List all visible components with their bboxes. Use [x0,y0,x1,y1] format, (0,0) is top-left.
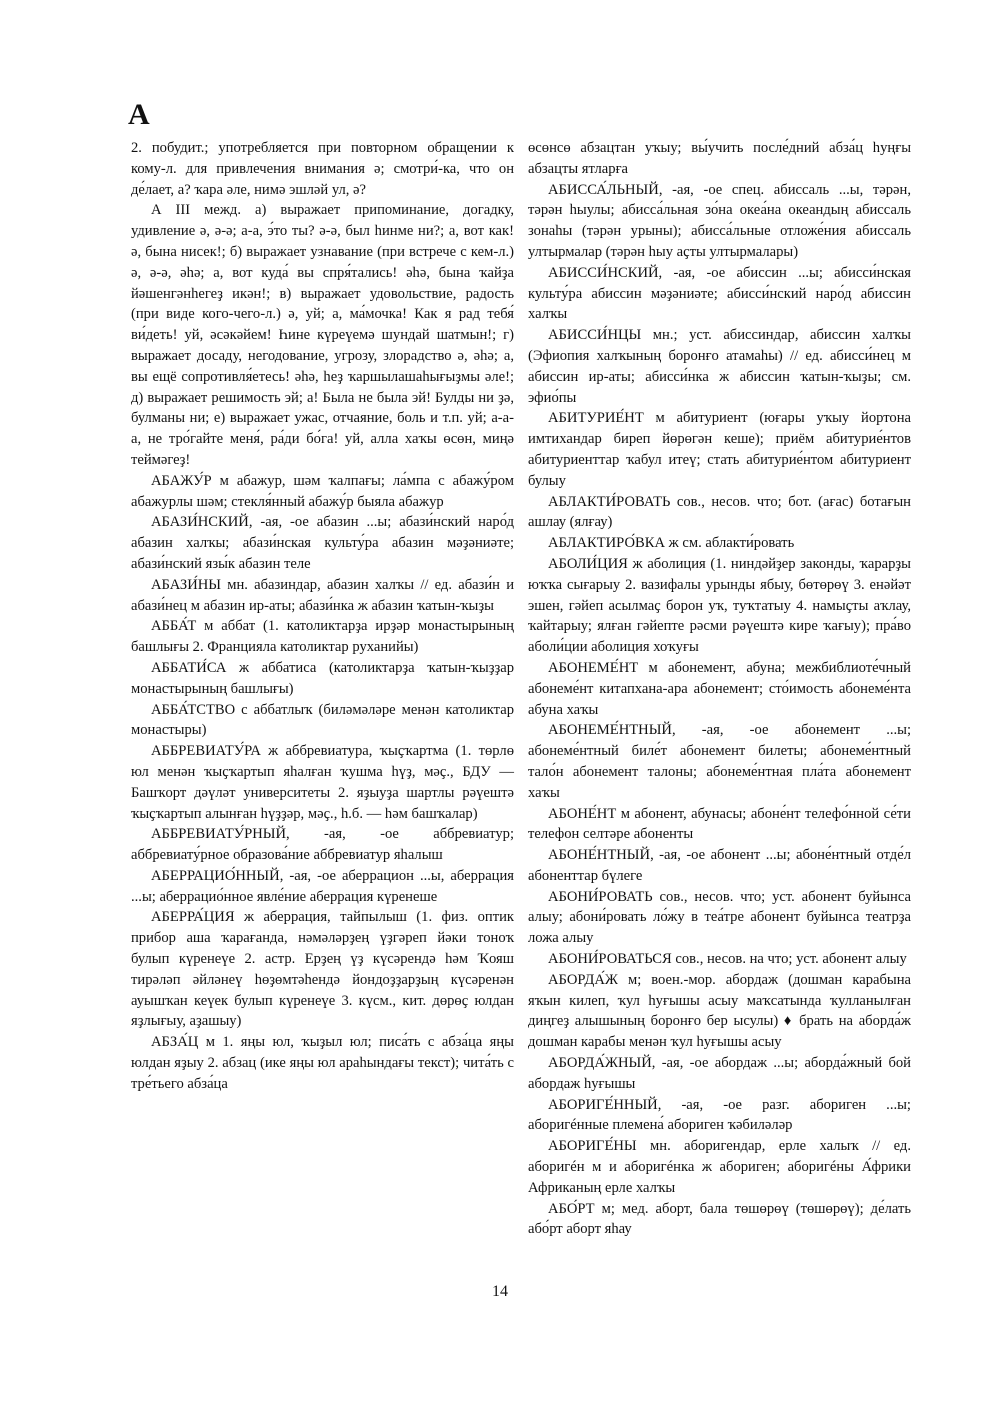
left-column [131,138,514,1095]
dictionary-entry: АБОНЕ́НТНЫЙ, -ая, -ое абонент ...ы; абоне́нтный отде́л абоненттар бүлеге [528,847,911,884]
dictionary-entry: АБО́РТ м; мед. аборт, бала төшөрөү (төшөрөү); де́лать або́рт аборт яһау [528,1200,911,1238]
dictionary-entry: АББА́ТСТВО с аббатлыҡ (биләмәләре менән католиктар монастыры) [131,701,514,739]
dictionary-entry: А III межд. а) выражает припоминание, догадку, удивление ә, ә-ә; а-а, э́то ты? ә-ә, был һинме ни?; а, вот как! ә, бына нисек!; б) выражает узнавание (при встрече с кем-л.) ә, ә-ә, әһә; а, вот куда́ вы спря́тались! әһә, бына ҡайҙа йәшенгәнһегеҙ икән!; в) выражает удовольствие, радость (при виде кого-чего-л.) ә, уй; а, ма́мочка! Как я рад тебя́ ви́деть! уй, әсәкәйем! Һине күреүемә шундай шатмын!; г) выражает досаду, негодование, угрозу, злорадство ә, әһә; а, вы ещё сопротивля́етесь! әһә, һеҙ ҡаршылашаһығыҙмы әле!; д) выражает решимость эй; а! Была не была эй! Булды ни ҙә, булманы ни; е) выражает ужас, отчаяние, боль и т.п. уй; а-а-а, не тро́гайте меня́, ра́ди бо́га! уй, алла хаҡы өсөн, миңә теймәгеҙ! [131,202,514,468]
dictionary-entry: АБОНИ́РОВАТЬ сов., несов. что; уст. абонент буйынса алыу; абони́ровать ло́жу в теа́тре абонент буйынса театрҙа ложа алыу [528,888,911,947]
dictionary-entry: АБОРИГЕ́НЫ мн. аборигендар, ерле халыҡ // ед. аборигéн м и аборигéнка ж абориген; аборигéны А́фрики Африканың ерле халҡы [528,1138,911,1196]
dictionary-entry: АБОРДА́ЖНЫЙ, -ая, -ое абордаж ...ы; аборда́жный бой абордаж һуғышы [528,1055,911,1092]
dictionary-entry: АБЗА́Ц м 1. яңы юл, ҡыҙыл юл; писа́ть с абза́ца яңы юлдан яҙыу 2. абзац (ике яңы юл араһындағы текст); чита́ть с тре́тьего абза́ца [131,1034,514,1092]
dictionary-entry: АБОРИГЕ́ННЫЙ, -ая, -ое разг. абориген ...ы; аборигéнные племена́ абориген ҡәбиләләр [528,1096,911,1134]
dictionary-entry: АБОНЕМЕ́НТНЫЙ, -ая, -ое абонемент ...ы; абонеме́нтный биле́т абонемент билеты; абонеме́нтный тало́н абонемент талоны; абонеме́нтная пла́та абонемент хаҡы [528,722,911,801]
dictionary-entry: АБОЛИ́ЦИЯ ж аболиция (1. ниндәйҙер законды, ҡарарҙы юҡҡа сығарыу 2. вазифалы урынды ябыу, бөтөрөү 3. енәйәт эшен, гәйеп асылмаҫ борон уҡ, туҡтатыу 4. намыҫты аҡлау, ҡайтарыу; ялған гәйепте рәсми рәүештә кире ҡағыу); пра́во аболи́ции аболиция хоҡуғы [528,555,911,656]
dictionary-entry: АБОНИ́РОВАТЬСЯ сов., несов. на что; уст. абонент алыу [548,951,907,968]
dictionary-entry: өсөнсө абзацтан уҡыу; вы́учить после́дний абза́ц һуңғы абзацты ятларға [528,140,911,177]
dictionary-entry: АБАЗИ́НСКИЙ, -ая, -ое абазин ...ы; абази́нский наро́д абазин халҡы; абази́нская культу́ра абазин мәҙәниәте; абази́нский язы́к абазин теле [131,514,514,572]
dictionary-entry: АБЕРРА́ЦИЯ ж аберрация, тайпылыш (1. физ. оптик прибор аша ҡарағанда, нәмәләрҙең үҙгәреп йәки тоноҡ булып күренеүе 2. астр. Ерҙең үҙ күсәрендә һәм Ҡояш тирәләп әйләнеү һөҙөмтәһендә йондоҙҙарҙың күсәренән ауышҡан кеүек булып күренеүе 3. күсм., кит. дөрөҫ юлдан яҙлығыу, аҙашыу) [131,909,514,1030]
dictionary-entry: АББРЕВИАТУ́РНЫЙ, -ая, -ое аббревиатур; аббревиату́рное образова́ние аббревиатур яһалыш [131,826,514,864]
dictionary-entry: АБОНЕ́НТ м абонент, абунасы; абоне́нт телефо́нной се́ти телефон селтәре абоненты [528,805,911,843]
dictionary-entry: АБЕРРАЦИО́ННЫЙ, -ая, -ое аберрацион ...ы, аберрация ...ы; аберрацио́нное явле́ние аберрация күренеше [131,867,514,905]
dictionary-entry: АББА́Т м аббат (1. католиктарҙа ирҙәр монастырының башлығы 2. Францияла католиктар руханийы) [131,618,514,656]
dictionary-entry: АБАЖУ́Р м абажур, шәм ҡалпағы; ла́мпа с абажу́ром абажурлы шәм; стекля́нный абажу́р быяла абажур [131,472,514,510]
dictionary-entry: АБИССА́ЛЬНЫЙ, -ая, -ое спец. абиссаль ...ы, тәрән, тәрән һыулы; абисса́льная зо́на океа́на океандың абиссаль зонаһы (тәрән урыны); абисса́льные отложе́ния абиссаль ултырмалар (тәрән һыу аҫты ултырмалары) [528,181,911,260]
dictionary-entry: АББРЕВИАТУ́РА ж аббревиатура, ҡыҫҡартма (1. төрлө юл менән ҡыҫҡартып яһалған ҡушма һүҙ, мәҫ., БДУ — Башҡорт дәүләт университеты 2. яҙыуҙа шартлы рәүештә ҡыҫҡартып алынған һүҙҙәр, мәҫ., һ.б. — һәм башҡалар) [131,743,514,822]
dictionary-entry: АБИССИ́НЦЫ мн.; уст. абиссиндар, абиссин халҡы (Эфиопия халҡының боронғо атамаһы) // ед. абисси́нец м абиссин ир-аты; абисси́нка ж абиссин ҡатын-ҡыҙы; см. эфио́пы [528,327,911,406]
dictionary-entry: АБОРДА́Ж м; воен.-мор. абордаж (дошман карабына яҡын килеп, ҡул һуғышы асыу маҡсатында ҡулланылған диңгеҙ алышының боронғо бер ысулы) ♦ брать на аборда́ж дошман карабы менән ҡул һуғышы асыу [528,971,911,1051]
dictionary-entry: АББАТИ́СА ж аббатиса (католиктарҙа ҡатын-ҡыҙҙар монастырының башлығы) [131,659,514,697]
dictionary-entry: 2. побудит.; употребляется при повторном обращении к кому-л. для привлечения внимания ә; смотри́-ка, что он де́лает, а? ҡара әле, нимә эшләй ул, ә? [131,140,514,198]
dictionary-entry: АБЛАКТИ́РОВАТЬ сов., несов. что; бот. (ағас) ботағын ашлау (ялғау) [528,493,911,531]
page-header-letter: А [128,98,150,131]
dictionary-entry: АБАЗИ́НЫ мн. абазиндар, абазин халҡы // ед. абази́н и абази́нец м абазин ир-аты; абази́нка ж абазин ҡатын-ҡыҙы [131,576,514,614]
dictionary-entry: АБИТУРИЕ́НТ м абитуриент (юғары уҡыу йортона имтихандар биреп йөрөгән кеше); приём абитурие́нтов абитуриенттар ҡабул итеү; стать абитурие́нтом абитуриент булыу [528,410,911,489]
right-column [528,138,911,1240]
dictionary-entry: АБОНЕМЕ́НТ м абонемент, абуна; межбиблиоте́чный абонеме́нт китапхана-ара абонемент; сто́имость абонеме́нта абуна хаҡы [528,659,911,718]
page-number: 14 [492,1283,508,1300]
dictionary-entry: АБИССИ́НСКИЙ, -ая, -ое абиссин ...ы; абисси́нская культу́ра абиссин мәҙәниәте; абисси́нский наро́д абиссин халҡы [528,264,911,323]
dictionary-entry: АБЛАКТИРО́ВКА ж см. аблакти́ровать [548,535,795,552]
